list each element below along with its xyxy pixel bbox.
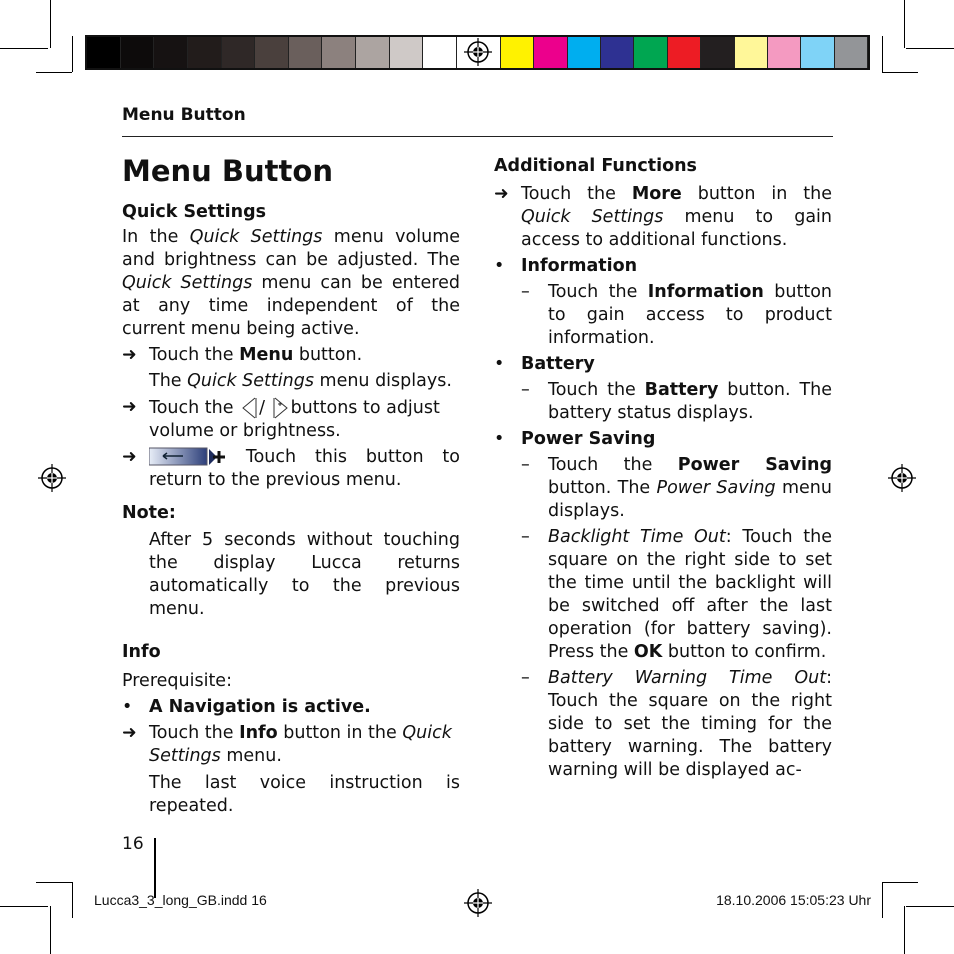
crop-mark [0, 906, 48, 907]
text: button. [293, 345, 363, 365]
text: The [149, 371, 188, 391]
back-button-icon [149, 447, 227, 467]
color-swatch [289, 37, 323, 68]
left-column [122, 154, 460, 818]
step-result: The last voice instruction is repeated. [149, 773, 460, 816]
step-text [149, 446, 460, 492]
step-item [494, 183, 832, 252]
bullet-item [494, 255, 832, 278]
bullet-icon: • [494, 256, 505, 276]
section-heading-info: Info [122, 642, 161, 662]
text: Touch the [149, 398, 240, 418]
color-swatch [255, 37, 289, 68]
text: / [259, 398, 265, 418]
text-bold: Power Saving [677, 455, 832, 475]
text: Touch the [149, 723, 240, 743]
dash-text [548, 526, 832, 664]
text: button to gain access to product information. [548, 282, 832, 348]
color-swatch [801, 37, 834, 68]
registration-mark-icon [464, 889, 492, 917]
text-italic: Quick Settings [187, 371, 314, 391]
step-text [149, 722, 460, 768]
text: Touch the [548, 282, 648, 302]
bullet-item [122, 696, 460, 719]
text-italic: Quick Settings [149, 723, 452, 766]
crop-mark [904, 906, 905, 954]
bullet-item [494, 428, 832, 451]
bullet-text: Information [521, 256, 638, 276]
bullet-text: A Navigation is active. [149, 697, 371, 717]
text: Touch the [521, 184, 632, 204]
dash-item [494, 454, 832, 523]
step-item [122, 722, 460, 768]
text-bold: Information [647, 282, 764, 302]
text-bold: Menu [239, 345, 294, 365]
bullet-text: Battery [521, 354, 595, 374]
crop-mark [904, 0, 905, 48]
crop-mark [50, 906, 51, 954]
quick-settings-intro [122, 226, 460, 341]
crop-mark [50, 0, 51, 48]
text-bold: More [631, 184, 682, 204]
step-text [521, 183, 832, 252]
text: button to confirm. [662, 642, 827, 662]
note-heading: Note: [122, 503, 176, 523]
arrow-icon: ➜ [122, 397, 137, 417]
text-bold: Battery [644, 380, 719, 400]
step-text [149, 344, 362, 367]
text-italic: Power Saving [656, 478, 776, 498]
step-item [122, 446, 460, 492]
text: Touch the [548, 455, 678, 475]
color-swatch [601, 37, 634, 68]
crop-mark [36, 882, 72, 883]
dash-text [548, 379, 832, 425]
color-swatch [87, 37, 121, 68]
text-bold: Info [239, 723, 278, 743]
text: : Touch the square on the right side to set the timing for the battery warning. The battery warning will be displayed ac- [548, 668, 832, 780]
color-swatch [835, 37, 868, 68]
arrow-icon: ➜ [494, 184, 509, 204]
text: button in the [277, 723, 403, 743]
crop-mark [882, 882, 918, 883]
color-swatch [768, 37, 801, 68]
bullet-icon: • [122, 697, 133, 717]
page-number-rule [154, 838, 156, 898]
crop-mark [906, 906, 954, 907]
text: Touch the [548, 380, 645, 400]
dash-text [548, 281, 832, 350]
crop-mark [906, 48, 954, 49]
crop-mark [882, 36, 883, 72]
step-result [122, 370, 460, 393]
text-italic: Quick Settings [189, 227, 323, 247]
crop-mark [72, 36, 73, 72]
registration-mark-icon [464, 38, 492, 66]
color-swatch [701, 37, 734, 68]
text: menu to gain access to additional functions. [521, 207, 832, 250]
crop-mark [72, 882, 73, 918]
dash-text [548, 667, 832, 782]
registration-mark-icon [888, 464, 916, 492]
section-heading-additional-functions: Additional Functions [494, 156, 697, 176]
crop-mark [0, 48, 48, 49]
crop-mark [882, 882, 883, 918]
bullet-icon: • [494, 354, 505, 374]
text: menu can be entered at any time independent of the current menu being active. [122, 273, 460, 339]
dash-item [494, 526, 832, 664]
text: : Touch the square on the right side to set the time until the backlight will be switched off after the last operation (for battery saving). Press the [548, 527, 832, 662]
step-item [122, 396, 460, 443]
text: menu displays. [313, 371, 452, 391]
text: button. The [548, 478, 657, 498]
step-item [122, 344, 460, 367]
note-text: After 5 seconds without touching the display Lucca returns automatically to the previous menu. [149, 530, 460, 619]
color-swatch [568, 37, 601, 68]
dash-item [494, 667, 832, 782]
text: Touch the [149, 345, 240, 365]
arrow-icon: ➜ [122, 447, 137, 467]
dash-text [548, 454, 832, 523]
color-swatch [534, 37, 567, 68]
page-number: 16 [122, 834, 144, 854]
page-title: Menu Button [122, 154, 333, 188]
text-bold: OK [633, 642, 663, 662]
color-swatch [668, 37, 701, 68]
arrow-icon: ➜ [122, 723, 137, 743]
dash-icon: – [521, 527, 530, 547]
step-text [149, 396, 460, 443]
text: In the [122, 227, 190, 247]
running-header: Menu Button [122, 105, 246, 125]
dash-item [494, 281, 832, 350]
dash-icon: – [521, 455, 530, 475]
color-swatch [423, 37, 457, 68]
section-heading-quick-settings: Quick Settings [122, 202, 267, 222]
text-italic: Backlight Time Out [548, 527, 726, 547]
dash-icon: – [521, 668, 530, 688]
color-swatch [735, 37, 768, 68]
plus-button-icon [271, 396, 291, 420]
print-slug-file: Lucca3_3_long_GB.indd 16 [94, 892, 267, 908]
color-swatch [356, 37, 390, 68]
text: button in the [681, 184, 832, 204]
bullet-icon: • [494, 429, 505, 449]
text-italic: Quick Settings [122, 273, 253, 293]
color-swatch [634, 37, 667, 68]
text: menu volume and brightness can be adjusted. The [122, 227, 461, 270]
right-column [494, 155, 832, 782]
crop-mark [36, 72, 72, 73]
text: menu. [220, 746, 282, 766]
text: buttons to adjust volume or brightness. [149, 398, 440, 441]
color-swatch [121, 37, 155, 68]
bullet-item [494, 353, 832, 376]
color-swatch [188, 37, 222, 68]
prerequisite-label: Prerequisite: [122, 671, 232, 691]
text: menu displays. [548, 478, 832, 521]
bullet-text: Power Saving [521, 429, 656, 449]
minus-button-icon [239, 396, 259, 420]
color-swatch [222, 37, 256, 68]
color-swatch [501, 37, 534, 68]
print-slug-date: 18.10.2006 15:05:23 Uhr [716, 892, 871, 908]
dash-icon: – [521, 282, 530, 302]
color-swatch [390, 37, 424, 68]
color-swatch [322, 37, 356, 68]
text-italic: Quick Settings [521, 207, 664, 227]
cmyk-swatches [501, 37, 868, 68]
text: button. The battery status displays. [548, 380, 832, 423]
dash-item [494, 379, 832, 425]
text: Touch this button to return to the previous menu. [149, 447, 460, 490]
grayscale-swatches [87, 37, 457, 68]
arrow-icon: ➜ [122, 345, 137, 365]
crop-mark [882, 72, 918, 73]
dash-icon: – [521, 380, 530, 400]
registration-mark-icon [38, 464, 66, 492]
text-italic: Battery Warning Time Out [548, 668, 827, 688]
header-rule [122, 136, 833, 137]
color-swatch [154, 37, 188, 68]
